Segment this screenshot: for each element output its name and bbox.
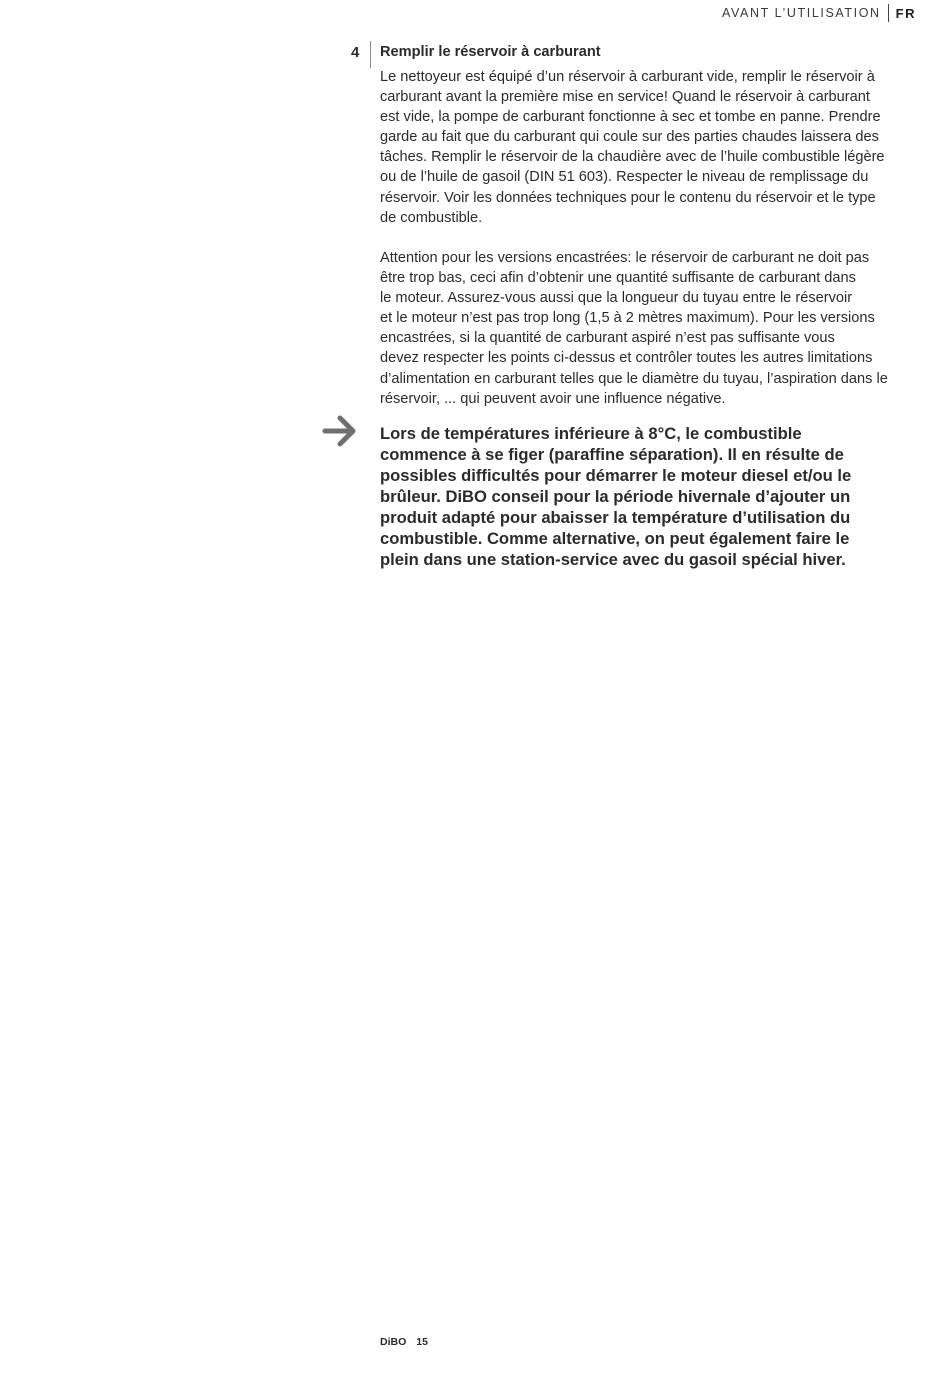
header-section-title: AVANT L’UTILISATION [721,6,881,20]
text-line: et le moteur n’est pas trop long (1,5 à 2 mètres maximum). Pour les versions [380,310,875,327]
page-header [722,4,916,22]
note-line: commence à se figer (paraffine séparation). Il en résulte de [380,445,844,464]
note-line: plein dans une station-service avec du gasoil spécial hiver. [380,550,846,569]
paragraph-built-in-versions [380,248,920,409]
text-line: Attention pour les versions encastrées: le réservoir de carburant ne doit pas [380,250,870,266]
note-line: possibles difficultés pour démarrer le moteur diesel et/ou le [380,466,852,485]
text-line: Le nettoyeur est équipé d’un réservoir à carburant vide, remplir le réservoir à [380,69,875,85]
note-line: brûleur. DiBO conseil pour la période hivernale d’ajouter un [380,487,851,506]
header-divider [888,4,889,22]
text-line: d’alimentation en carburant telles que le diamètre du tuyau, l’aspiration dans le [380,370,888,387]
text-line: réservoir. Voir les données techniques pour le contenu du réservoir et le type [380,189,876,206]
text-line: réservoir, ... qui peuvent avoir une influence négative. [380,390,726,407]
note-line: Lors de températures inférieure à 8°C, le combustible [380,424,802,443]
text-line: tâches. Remplir le réservoir de la chaudière avec de l’huile combustible légère [380,149,885,166]
winter-fuel-note [380,423,920,570]
text-line: devez respecter les points ci-dessus et contrôler toutes les autres limitations [380,350,873,367]
page-footer [380,1336,428,1348]
text-line: garde au fait que du carburant qui coule sur des parties chaudes laissera des [380,129,879,146]
text-line: le moteur. Assurez-vous aussi que la longueur du tuyau entre le réservoir [380,290,853,307]
step-title: Remplir le réservoir à carburant [380,44,601,60]
text-line: de combustible. [380,209,483,226]
text-line: est vide, la pompe de carburant fonctionne à sec et tombe en panne. Prendre [380,109,881,126]
step-divider [370,41,371,68]
text-line: encastrées, si la quantité de carburant aspiré n’est pas suffisante vous [380,330,835,347]
paragraph-fuel-tank [380,67,920,228]
step-number: 4 [351,44,360,61]
note-line: produit adapté pour abaisser la température d’utilisation du [380,508,851,527]
text-line: carburant avant la première mise en service! Quand le réservoir à carburant [380,89,870,106]
text-line: ou de l’huile de gasoil (DIN 51 603). Respecter le niveau de remplissage du [380,169,869,186]
page-number: 15 [416,1336,428,1348]
footer-brand: DiBO [380,1336,407,1348]
note-line: combustible. Comme alternative, on peut également faire le [380,529,850,548]
header-language-code: FR [895,5,916,21]
arrow-right-icon [322,414,358,448]
text-line: être trop bas, ceci afin d’obtenir une quantité suffisante de carburant dans [380,270,856,287]
